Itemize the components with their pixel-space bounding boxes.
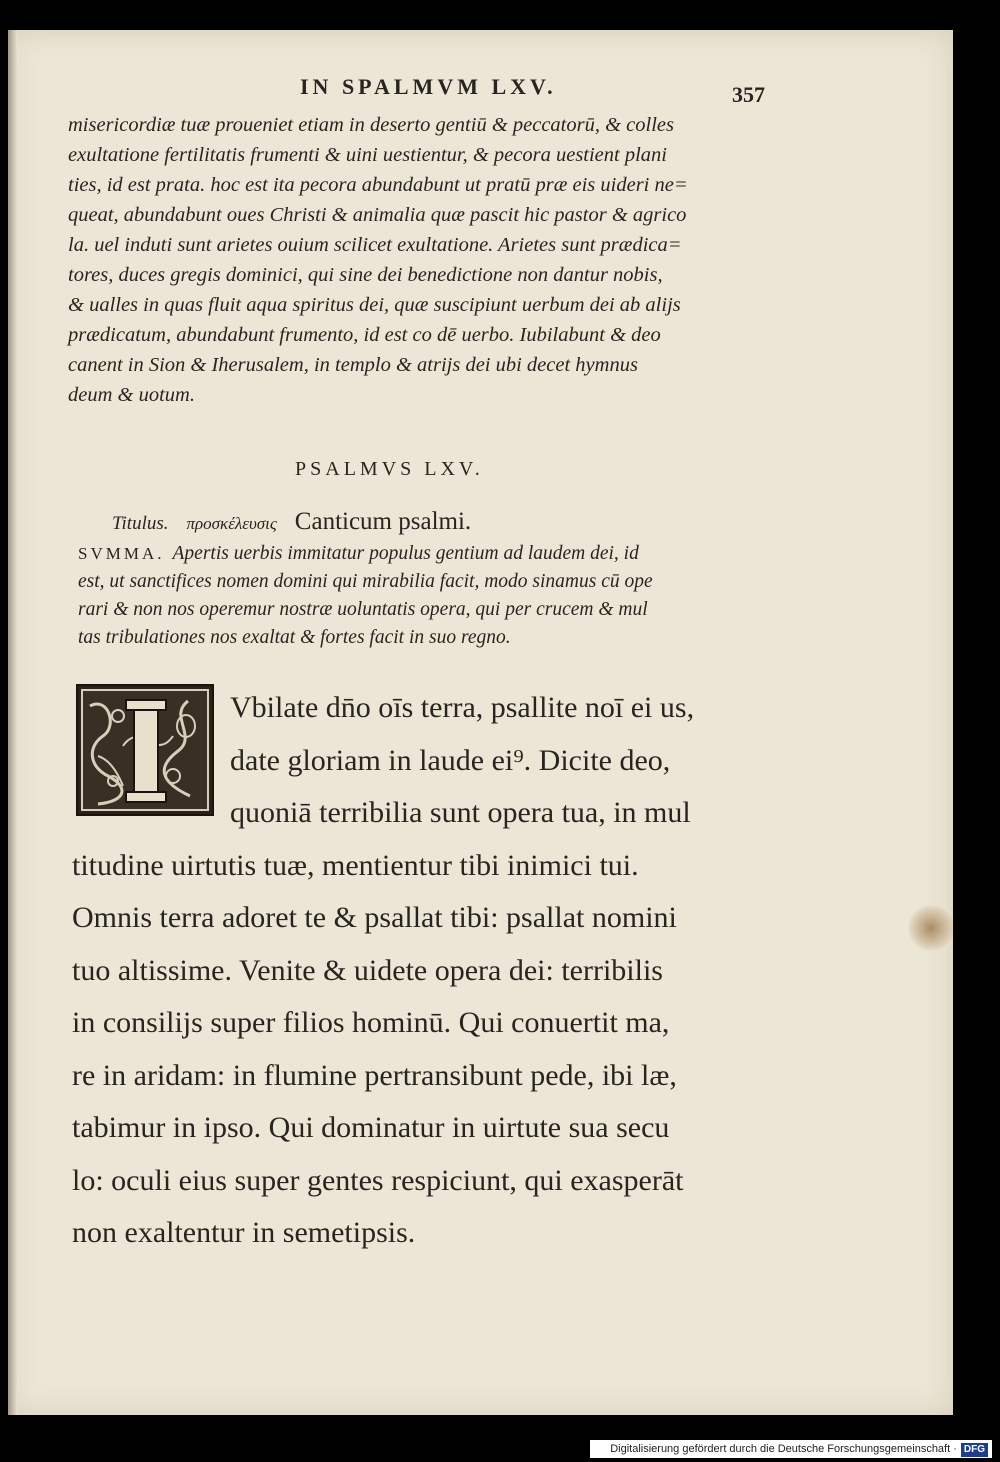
psalm-heading: PSALMVS LXV. [295,458,484,480]
psalm-line: lo: oculi eius super gentes respiciunt, qui exasperāt [72,1163,684,1197]
psalm-line: tuo altissime. Venite & uidete opera dei: terribilis [72,953,663,987]
commentary-line: tores, duces gregis dominici, qui sine dei benedictione non dantur nobis, [68,264,663,286]
commentary-line: & ualles in quas fluit aqua spiritus dei, quæ suscipiunt uerbum dei ab alijs [68,294,681,316]
commentary-line: queat, abundabunt oues Christi & animalia quæ pascit hic pastor & agrico [68,204,687,226]
running-head: IN SPALMVM LXV. [300,74,557,99]
psalm-line: quoniā terribilia sunt opera tua, in mul [230,796,691,829]
summa-label: SVMMA. [78,544,165,563]
titulus-text: Canticum psalmi. [294,508,472,535]
psalm-text-block [72,682,792,1260]
commentary-block [68,110,768,410]
summa-line: est, ut sanctifices nomen domini qui mirabilia facit, modo sinamus cū ope [78,571,653,592]
commentary-line: exultatione fertilitatis frumenti & uini uestientur, & pecora uestient plani [68,144,667,166]
footer-credit[interactable] [590,1440,992,1458]
titulus-label: Titulus. [112,513,169,534]
psalm-line: in consilijs super filios hominū. Qui conuertit ma, [72,1006,670,1039]
footer-text: Digitalisierung gefördert durch die Deutsche Forschungsgemeinschaft · [610,1443,957,1455]
summa-block [78,540,778,652]
psalm-line: tabimur in ipso. Qui dominatur in uirtute sua secu [72,1111,670,1144]
summa-line [78,540,778,568]
psalm-line: titudine uirtutis tuæ, mentientur tibi inimici tui. [72,848,639,882]
psalm-line: non exaltentur in semetipsis. [72,1216,416,1249]
commentary-line: misericordiæ tuæ proueniet etiam in deserto gentiū & peccatorū, & colles [68,114,674,136]
summa-text: Apertis uerbis immitatur populus gentium ad laudem dei, id [172,543,639,564]
psalm-line: Omnis terra adoret te & psallat tibi: psallat nomini [72,901,677,934]
psalm-line: date gloriam in laude ei⁹. Dicite deo, [230,743,671,777]
commentary-line: ties, id est prata. hoc est ita pecora abundabunt ut pratū præ eis uideri ne= [68,174,688,196]
commentary-line: la. uel induti sunt arietes ouium scilicet exultatione. Arietes sunt prædica= [68,234,682,256]
commentary-line: deum & uotum. [68,384,195,406]
dfg-logo-icon: DFG [961,1443,988,1457]
summa-line: tas tribulationes nos exaltat & fortes facit in suo regno. [78,627,511,648]
commentary-line: canent in Sion & Iherusalem, in templo & atrijs dei ubi decet hymnus [68,354,638,376]
commentary-line: prædicatum, abundabunt frumento, id est co dē uerbo. Iubilabunt & deo [68,324,661,346]
paper-stain [908,905,954,951]
titulus-greek: προσκέλευσις [186,514,277,533]
titulus-line [112,508,471,536]
summa-line: rari & non nos operemur nostræ uoluntatis opera, qui per crucem & mul [78,599,648,620]
psalm-line: re in aridam: in flumine pertransibunt pede, ibi læ, [72,1058,677,1092]
gutter-shadow [8,30,18,1415]
psalm-line: Vbilate dn̄o oīs terra, psallite noī ei us, [230,691,695,724]
folio-number: 357 [732,82,765,107]
